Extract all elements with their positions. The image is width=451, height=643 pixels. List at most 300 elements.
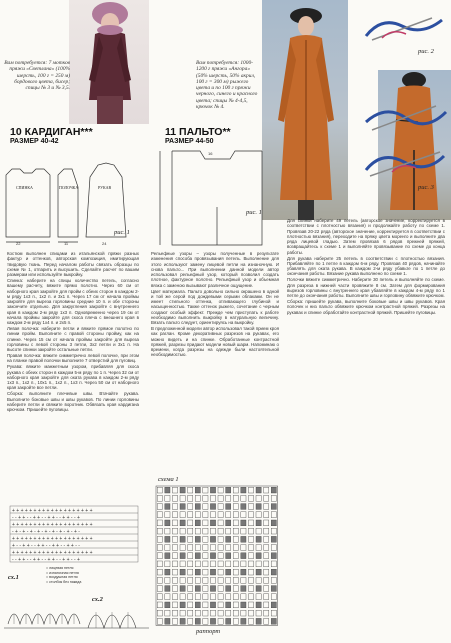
scheme-cell (210, 586, 215, 592)
scheme-cell (203, 618, 208, 624)
scheme-cell (241, 553, 246, 559)
scheme-cell (203, 594, 208, 600)
scheme-cell (180, 520, 185, 526)
scheme-cell (264, 569, 269, 575)
scheme-cell (165, 594, 170, 600)
scheme-cell (210, 594, 215, 600)
scheme-cell (172, 618, 177, 624)
svg-text:24: 24 (102, 241, 107, 246)
scheme-cell (195, 495, 200, 501)
scheme-cell (203, 520, 208, 526)
scheme-cell (233, 545, 238, 551)
scheme-cell (264, 610, 269, 616)
scheme-cell (188, 520, 193, 526)
figure-caption-3: рис. 3 (418, 184, 434, 191)
scheme-cell (256, 610, 261, 616)
svg-text:- - + + - - + + - - + + - - +: - - + + - - + + - - + + - - + + - - + (12, 557, 80, 563)
scheme-cell (271, 495, 276, 501)
scheme-cell (218, 520, 223, 526)
scheme-cell (226, 545, 231, 551)
svg-text:11: 11 (64, 241, 69, 246)
scheme-cell (188, 594, 193, 600)
scheme-cell (180, 561, 185, 567)
scheme-cell (241, 602, 246, 608)
coat-instructions (287, 218, 445, 316)
scheme-cell (218, 512, 223, 518)
scheme-cell (226, 569, 231, 575)
cardigan-paragraph: Спинка: наберите на спицы количество петель, согласно вашему расчету, вяжите прямо полотно. Через 60 см от наборного края закройте для пройм с обеих сторон в каждом 2-м ряду 1х3 п., 1х2 п. и 3х1 п. Через 17 см от начала проймы закройте для выреза горловины средние 10 п. и обе стороны закончите отдельно. Для закругления закройте с внутреннего края в каждом 2-м ряду 1х3 п. Одновременно через 19 см от начала проймы закройте для скоса плеча с внешнего края в каждом 2-м ряду 1х4 п. и 2х5 п. (7, 278, 139, 326)
scheme-cell (188, 569, 193, 575)
scheme-cell (210, 495, 215, 501)
scheme-cell (157, 586, 162, 592)
scheme-cell (248, 610, 253, 616)
scheme-cell (264, 553, 269, 559)
technique-illustration-2 (362, 100, 448, 136)
scheme-cell (264, 545, 269, 551)
scheme-cell (165, 536, 170, 542)
scheme-cell (256, 512, 261, 518)
scheme-cell (180, 610, 185, 616)
figure-caption-2: рис. 2 (418, 48, 434, 55)
scheme-cell (264, 528, 269, 534)
scheme-cell (264, 561, 269, 567)
scheme-cell (226, 618, 231, 624)
scheme-cell (188, 561, 193, 567)
legend-item: = воздушная петля (46, 575, 78, 580)
scheme-cell (157, 602, 162, 608)
scheme-cell (241, 520, 246, 526)
scheme-cell (188, 504, 193, 510)
scheme-cell (226, 536, 231, 542)
svg-text:+ + + + + + + + + + + + + + +: + + + + + + + + + + + + + + + + + + + (12, 536, 93, 542)
scheme-cell (188, 487, 193, 493)
scheme-cell (165, 495, 170, 501)
scheme-cell (172, 536, 177, 542)
knitting-chart-small (4, 504, 144, 564)
scheme-cell (157, 610, 162, 616)
scheme-cell (165, 586, 170, 592)
scheme-cell (226, 586, 231, 592)
scheme-cell (157, 512, 162, 518)
scheme-cell (241, 594, 246, 600)
scheme-cell (241, 512, 246, 518)
scheme-cell (241, 536, 246, 542)
coat-instruction-paragraph: Для рукава наберите 25 петель в соответствии с плотностью вязания. Прибавляйте по 1 петле в каждом 6-м ряду. Провязав 40 рядов, начинайте убавлять для оката рукава. В каждом 2-м ряду убавьте по 1 петле до окончания работы. Вязание рукава выполнено по схеме 1. (287, 255, 445, 277)
scheme-cell (248, 569, 253, 575)
scheme-cell (271, 577, 276, 583)
coat-paragraph: В предложенной модели автор использовал такой прием кроя как раглан. Кроме декоративных разрезов на рукавах, его можно видеть и на спинке. Обработанные контрастной пряжей, разрезы придают модели новый шарм. Напоминаю о времени, когда разрезы на одежде были настоятельной необходимостью. (151, 326, 279, 358)
svg-text:+ + + + + + + + + + + + + + +: + + + + + + + + + + + + + + + + + + + (12, 522, 93, 528)
scheme-cell (226, 528, 231, 534)
scheme-cell (218, 495, 223, 501)
scheme-cell (264, 512, 269, 518)
scheme-cell (180, 504, 185, 510)
scheme-cell (195, 561, 200, 567)
scheme-cell (203, 569, 208, 575)
scheme-cell (233, 586, 238, 592)
scheme-cell (203, 504, 208, 510)
scheme-cell (172, 610, 177, 616)
scheme-cell (172, 487, 177, 493)
legend-item: = столбик без накида (46, 579, 82, 584)
scheme-cell (203, 610, 208, 616)
scheme-cell (172, 577, 177, 583)
coat-paragraph: Рельефные узоры – узоры полученные в результате изменения способа провязывания петель. Выполнение для этого используют замену лицевой петли на изнаночную. И снова пальто... При выполнении данной модели автор использовал рельефный узор, который позволил создать плотное, фактурное полотно. Рельефный узор и объемная вязка с заменою вызывают различное ощущение. (151, 251, 279, 288)
cardigan-pattern-diagram (2, 147, 142, 247)
scheme-cell (271, 561, 276, 567)
scheme-cell (256, 536, 261, 542)
scheme-cell (195, 536, 200, 542)
coat-instruction-paragraph: Для спинки наберите 49 петель (авторское значение, корректируется в соответствии с плотностью вязания) и продолжайте работу по схеме 1. Провязав 20-22 ряда (авторское значение, корректируется в соответствии с плотностью вязания), переходите на пряжу цвета моренго и выполните два ряда лицевой гладью. Затем провязав 6 рядов прежней пряжей, возвращайтесь к схеме 1 и выполняйте провязывание по схеме до конца работы. (287, 218, 445, 255)
scheme-cell (218, 569, 223, 575)
scheme-cell (233, 495, 238, 501)
scheme-cell (241, 610, 246, 616)
crochet-edging-diagram (4, 584, 149, 638)
scheme-cell (157, 520, 162, 526)
scheme-cell (248, 586, 253, 592)
scheme-cell (165, 561, 170, 567)
scheme-cell (218, 553, 223, 559)
scheme-cell (188, 536, 193, 542)
scheme-cell (226, 504, 231, 510)
scheme-cell (264, 602, 269, 608)
cardigan-paragraph: Костюм выполнен спицами из итальянской пряжи разных фактур и оттенков, авторская композиция, имитирующая твидовую ткань. Перед началом работы связать образцы по схеме № 1, отпарить и высушить. Сделайте расчет по вашим размерам или используйте выкройку. (7, 251, 139, 277)
scheme-cell (188, 586, 193, 592)
scheme-cell (271, 487, 276, 493)
scheme-cell (180, 536, 185, 542)
scheme-cell (172, 495, 177, 501)
scheme-cell (157, 553, 162, 559)
scheme-cell (188, 577, 193, 583)
svg-text:16: 16 (208, 151, 213, 156)
scheme-cell (218, 610, 223, 616)
scheme-cell (195, 553, 200, 559)
scheme-cell (210, 577, 215, 583)
scheme-cell (271, 504, 276, 510)
scheme-cell (271, 520, 276, 526)
scheme-cell (180, 569, 185, 575)
scheme-cell (157, 618, 162, 624)
scheme-cell (241, 545, 246, 551)
scheme-cell (157, 569, 162, 575)
scheme-cell (248, 512, 253, 518)
scheme-cell (256, 577, 261, 583)
scheme-cell (203, 553, 208, 559)
cardigan-paragraph: Сборка: выполните плечевые швы. Втачайте рукава. Выполните боковые швы и швы рукавов. По линии горловины наберите петли и свяжите воротник. Обвязать края кардигана крючком. Пришейте пуговицы. (7, 391, 139, 413)
scheme-cell (226, 602, 231, 608)
scheme-cell (233, 504, 238, 510)
scheme-cell (271, 553, 276, 559)
scheme-cell (210, 536, 215, 542)
scheme-cell (248, 528, 253, 534)
scheme-cell (233, 561, 238, 567)
scheme-cell (226, 577, 231, 583)
scheme-cell (195, 618, 200, 624)
scheme-cell (271, 512, 276, 518)
scheme-cell (188, 495, 193, 501)
scheme-cell (172, 520, 177, 526)
scheme-cell (241, 504, 246, 510)
scheme-cell (233, 528, 238, 534)
scheme-cell (264, 495, 269, 501)
svg-text:22: 22 (16, 241, 21, 246)
scheme-cell (233, 618, 238, 624)
scheme-cell (233, 577, 238, 583)
scheme-cell (271, 610, 276, 616)
scheme-cell (271, 602, 276, 608)
scheme-cell (210, 569, 215, 575)
scheme-cell (210, 610, 215, 616)
scheme-cell (188, 618, 193, 624)
scheme-cell (233, 594, 238, 600)
scheme-cell (172, 512, 177, 518)
scheme-cell (172, 586, 177, 592)
scheme-cell (210, 528, 215, 534)
scheme-cell (203, 561, 208, 567)
scheme-cell (195, 512, 200, 518)
scheme-cell (195, 577, 200, 583)
scheme-cell (195, 569, 200, 575)
scheme-cell (264, 504, 269, 510)
scheme-cell (218, 528, 223, 534)
scheme-cell (195, 610, 200, 616)
scheme-cell (165, 520, 170, 526)
scheme-cell (248, 495, 253, 501)
scheme-cell (180, 545, 185, 551)
scheme-cell (271, 618, 276, 624)
diagram-label-back: СПИНКА (16, 185, 33, 190)
coat-pattern-diagram (150, 147, 270, 249)
scheme-cell (195, 487, 200, 493)
scheme-cell (271, 586, 276, 592)
scheme-cell (180, 594, 185, 600)
scheme-cell (165, 487, 170, 493)
scheme-cell (157, 528, 162, 534)
scheme-cell (218, 586, 223, 592)
scheme-cell (264, 520, 269, 526)
scheme-cell (210, 487, 215, 493)
scheme-cell (172, 528, 177, 534)
scheme-cell (180, 586, 185, 592)
scheme-cell (271, 536, 276, 542)
scheme-cell (248, 536, 253, 542)
technique-illustration-1 (362, 10, 448, 46)
scheme-cell (165, 528, 170, 534)
cardigan-materials: Вам потребуется: 7 мотков пряжи «Светлана» (100% шерсть, 100 г = 250 м) бордового цвета, бисер; спицы № 3 и № 3,5. (4, 60, 70, 92)
scheme-cell (188, 528, 193, 534)
scheme-cell (180, 553, 185, 559)
scheme-cell (233, 487, 238, 493)
scheme-cell (241, 495, 246, 501)
scheme-cell (157, 561, 162, 567)
scheme-cell (256, 594, 261, 600)
scheme-cell (264, 618, 269, 624)
scheme-cell (165, 512, 170, 518)
cardigan-paragraph: Правая полочка: вяжите симметрично левой полочке, при этом на планке правой полочки выполните 7 отверстий для пуговиц. (7, 353, 139, 364)
scheme-cell (248, 504, 253, 510)
scheme-cell (157, 504, 162, 510)
scheme-cell (157, 594, 162, 600)
scheme-cell (256, 504, 261, 510)
scheme-cell (248, 487, 253, 493)
scheme-cell (256, 602, 261, 608)
scheme-cell (248, 561, 253, 567)
scheme-cell (165, 553, 170, 559)
scheme-cell (188, 545, 193, 551)
scheme-cell (165, 602, 170, 608)
scheme-cell (248, 577, 253, 583)
scheme-1-label: схема 1 (158, 476, 179, 483)
scheme-cell (165, 618, 170, 624)
scheme-cell (210, 545, 215, 551)
coat-materials: Вам потребуется: 1000-1200 г пряжи «Ангора» (50% шерсть, 50% акрил, 100 г = 300 м) рыжего цвета и по 100 г пряжи черного, синего и красного цвета; спицы № 4-4,5, крючок № 4. (196, 60, 258, 111)
scheme-cell (226, 610, 231, 616)
scheme-cell (248, 594, 253, 600)
scheme-cell (264, 594, 269, 600)
scheme-cell (241, 487, 246, 493)
scheme-cell (195, 528, 200, 534)
cardigan-title: 10 КАРДИГАН*** (10, 126, 93, 138)
scheme-cell (256, 586, 261, 592)
scheme-cell (226, 561, 231, 567)
scheme-cell (157, 536, 162, 542)
scheme-cell (226, 495, 231, 501)
scheme-cell (180, 602, 185, 608)
scheme-cell (264, 536, 269, 542)
scheme-cell (203, 512, 208, 518)
scheme-cell (233, 520, 238, 526)
scheme-cell (233, 553, 238, 559)
svg-text:- + - + - + - + - + - + - + -: - + - + - + - + - + - + - + - + - + - (12, 529, 80, 535)
scheme-cell (172, 602, 177, 608)
scheme-cell (172, 561, 177, 567)
scheme-cell (180, 487, 185, 493)
scheme-cell (195, 594, 200, 600)
rapport-label: раппорт (196, 628, 221, 635)
scheme-cell (264, 487, 269, 493)
scheme-cell (195, 504, 200, 510)
scheme-cell (248, 602, 253, 608)
scheme-cell (233, 610, 238, 616)
scheme-cell (248, 545, 253, 551)
scheme-cell (256, 561, 261, 567)
scheme-cell (256, 569, 261, 575)
technique-illustration-3 (362, 142, 448, 182)
scheme-cell (165, 569, 170, 575)
legend-item: = лицевая петля (46, 566, 74, 570)
scheme-cell (203, 586, 208, 592)
scheme-label-sx2: сх.2 (92, 596, 103, 603)
scheme-cell (180, 618, 185, 624)
scheme-cell (203, 536, 208, 542)
scheme-cell (218, 545, 223, 551)
scheme-cell (226, 487, 231, 493)
scheme-cell (256, 545, 261, 551)
scheme-cell (157, 545, 162, 551)
scheme-cell (210, 520, 215, 526)
scheme-cell (180, 577, 185, 583)
scheme-label-sx1: сх.1 (8, 574, 19, 581)
scheme-cell (165, 610, 170, 616)
figure-caption-1b: рис. 1 (246, 209, 262, 216)
scheme-cell (180, 528, 185, 534)
svg-text:+ + + + + + + + + + + + + + +: + + + + + + + + + + + + + + + + + + + (12, 550, 93, 556)
scheme-cell (210, 602, 215, 608)
scheme-cell (203, 545, 208, 551)
scheme-cell (172, 594, 177, 600)
scheme-cell (195, 545, 200, 551)
scheme-cell (157, 577, 162, 583)
scheme-cell (271, 545, 276, 551)
scheme-cell (218, 536, 223, 542)
scheme-cell (248, 553, 253, 559)
scheme-cell (195, 520, 200, 526)
scheme-cell (172, 545, 177, 551)
scheme-cell (172, 569, 177, 575)
scheme-cell (165, 504, 170, 510)
scheme-cell (203, 602, 208, 608)
scheme-cell (226, 553, 231, 559)
scheme-cell (203, 495, 208, 501)
scheme-cell (210, 553, 215, 559)
scheme-cell (210, 512, 215, 518)
scheme-cell (256, 553, 261, 559)
cardigan-instructions (7, 251, 139, 413)
scheme-cell (218, 487, 223, 493)
scheme-cell (180, 512, 185, 518)
scheme-cell (271, 594, 276, 600)
cardigan-paragraph: Левая полочка: наберите петли и вяжите прямое полотно по линии пройм. Выполните с правой стороны пройму, как на спинке. Через 15 см от начала проймы закройте для выреза горловины с левой стороны 3 петли, 3х2 петли и 3х1 п. На высоте спинки закройте остальные петли. (7, 326, 139, 353)
scheme-cell (188, 512, 193, 518)
scheme-cell (256, 487, 261, 493)
scheme-cell (233, 602, 238, 608)
scheme-cell (248, 520, 253, 526)
scheme-1-grid (152, 484, 282, 634)
scheme-cell (172, 504, 177, 510)
scheme-cell (218, 602, 223, 608)
cardigan-paragraph: Рукава: вяжите манжетным узором, прибавляя для скоса рукава с обеих сторон в каждом 5-м ряду по 1 п. Через 32 см от наборного края закройте для оката рукава в каждом 2-м ряду 1х3 п., 1х2 п., 10х1 п., 1х2 п., 1х3 п. Через 50 см от наборного края закройте все петли. (7, 364, 139, 391)
scheme-cell (256, 520, 261, 526)
scheme-cell (264, 586, 269, 592)
scheme-cell (188, 602, 193, 608)
legend-item: = изнаночная петля (46, 570, 79, 575)
figure-caption-1a: рис. 1 (114, 229, 130, 236)
scheme-cell (157, 495, 162, 501)
scheme-cell (271, 569, 276, 575)
scheme-cell (241, 528, 246, 534)
scheme-cell (256, 495, 261, 501)
coat-photo-front (262, 0, 348, 220)
svg-text:+ - - + + - - + + - - + + - -: + - - + + - - + + - - + + - - + + - - (12, 543, 80, 549)
scheme-cell (165, 545, 170, 551)
diagram-label-sleeve: РУКАВ (98, 185, 112, 190)
scheme-cell (226, 512, 231, 518)
scheme-cell (157, 487, 162, 493)
scheme-cell (233, 512, 238, 518)
coat-title: 11 ПАЛЬТО** (165, 126, 231, 138)
scheme-cell (226, 520, 231, 526)
scheme-cell (195, 602, 200, 608)
scheme-cell (218, 504, 223, 510)
scheme-cell (218, 577, 223, 583)
scheme-cell (241, 561, 246, 567)
scheme-cell (248, 618, 253, 624)
scheme-cell (210, 561, 215, 567)
scheme-cell (271, 528, 276, 534)
scheme-cell (188, 553, 193, 559)
scheme-cell (218, 618, 223, 624)
scheme-cell (195, 586, 200, 592)
